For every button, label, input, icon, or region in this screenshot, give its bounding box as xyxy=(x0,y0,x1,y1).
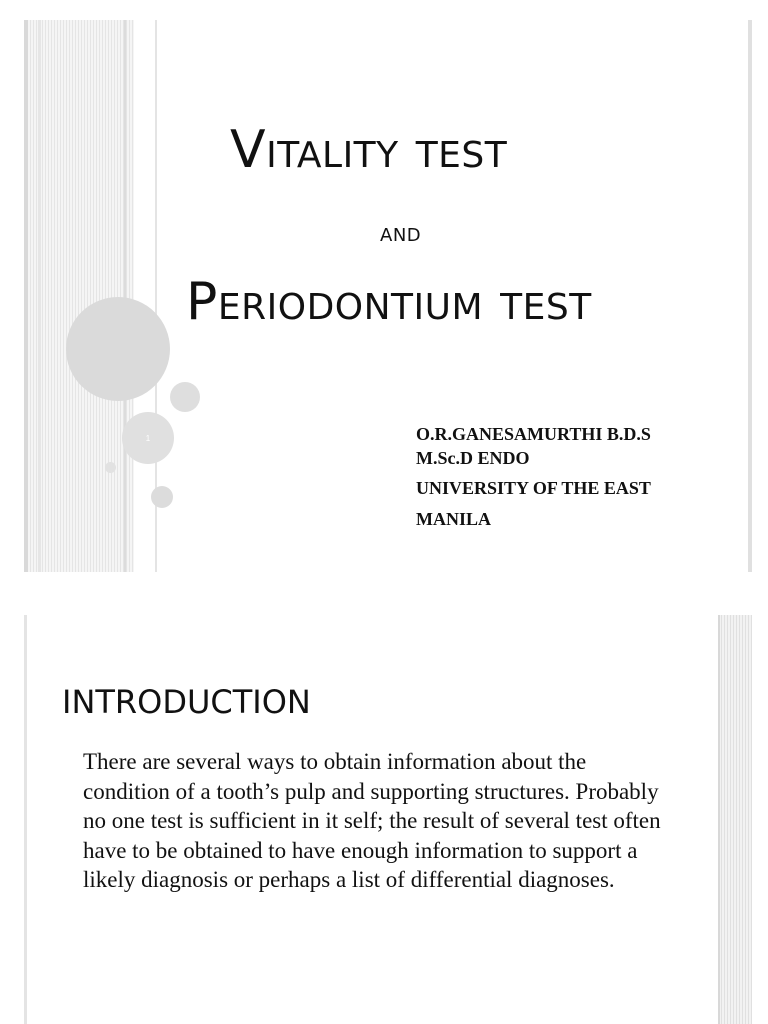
decorative-stripe xyxy=(124,20,126,572)
decorative-stripe xyxy=(24,615,27,1024)
decorative-circle xyxy=(151,486,173,508)
decorative-stripes xyxy=(718,615,752,1024)
introduction-slide xyxy=(24,615,752,1024)
decorative-circle xyxy=(170,382,200,412)
slide-title-and: and xyxy=(380,218,422,248)
decorative-circle xyxy=(66,297,170,401)
author-name: O.R.GANESAMURTHI B.D.S xyxy=(416,424,651,444)
slide-heading: INTRODUCTION xyxy=(62,683,311,721)
slide-title-line1: Vitality test xyxy=(230,120,508,180)
decorative-stripe xyxy=(748,20,752,572)
decorative-stripe xyxy=(38,20,41,572)
decorative-stripe xyxy=(24,20,28,572)
author-degree: M.Sc.D ENDO xyxy=(416,448,530,468)
slide-title-line2: Periodontium test xyxy=(186,272,592,332)
title-slide xyxy=(24,20,752,572)
author-city: MANILA xyxy=(416,509,491,529)
slide-body-text: There are several ways to obtain information about the condition of a tooth’s pulp and supporting structures. Probably no one test is sufficient in it self; the result of several test often have to be obtained to have enough information to support a likely diagnosis or perhaps a list of differential diagnoses. xyxy=(83,749,661,892)
decorative-circle xyxy=(105,462,116,473)
slide-number-circle xyxy=(122,412,174,464)
decorative-stripe xyxy=(718,615,720,1024)
slide-number: 1 xyxy=(145,433,151,443)
author-institution: UNIVERSITY OF THE EAST xyxy=(416,478,651,498)
